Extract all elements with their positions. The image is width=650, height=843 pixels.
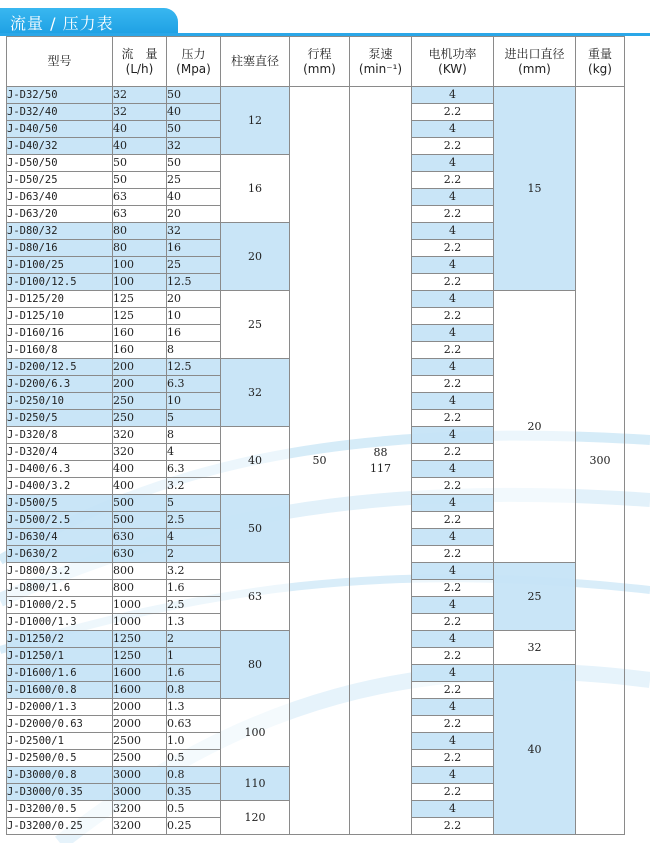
motor-power-cell: 4 [412,665,494,682]
model-cell: J-D2000/0.63 [7,716,113,733]
model-cell: J-D63/20 [7,206,113,223]
model-cell: J-D320/8 [7,427,113,444]
model-cell: J-D125/10 [7,308,113,325]
pressure-cell: 0.8 [167,767,221,784]
pressure-cell: 16 [167,240,221,257]
flow-cell: 400 [113,478,167,495]
flow-cell: 1000 [113,597,167,614]
model-cell: J-D80/16 [7,240,113,257]
motor-power-cell: 2.2 [412,410,494,427]
header-weight: 重量 (kg) [576,37,625,87]
pressure-cell: 10 [167,308,221,325]
flow-cell: 3000 [113,784,167,801]
plunger-diameter-cell: 80 [221,631,290,699]
table-row [7,87,625,104]
flow-cell: 1600 [113,665,167,682]
plunger-diameter-cell: 120 [221,801,290,835]
model-cell: J-D1250/2 [7,631,113,648]
flow-cell: 3000 [113,767,167,784]
pressure-cell: 32 [167,223,221,240]
model-cell: J-D40/32 [7,138,113,155]
header-model: 型号 [7,37,113,87]
flow-cell: 2500 [113,750,167,767]
model-cell: J-D3200/0.25 [7,818,113,835]
pressure-cell: 10 [167,393,221,410]
flow-cell: 1600 [113,682,167,699]
flow-cell: 3200 [113,801,167,818]
pressure-cell: 4 [167,529,221,546]
model-cell: J-D1600/0.8 [7,682,113,699]
motor-power-cell: 4 [412,291,494,308]
flow-cell: 160 [113,342,167,359]
motor-power-cell: 4 [412,325,494,342]
model-cell: J-D3000/0.35 [7,784,113,801]
model-cell: J-D100/25 [7,257,113,274]
pressure-cell: 1.6 [167,580,221,597]
flow-cell: 125 [113,291,167,308]
motor-power-cell: 2.2 [412,274,494,291]
motor-power-cell: 2.2 [412,716,494,733]
flow-cell: 63 [113,189,167,206]
plunger-diameter-cell: 12 [221,87,290,155]
pressure-cell: 1.3 [167,699,221,716]
flow-cell: 200 [113,376,167,393]
motor-power-cell: 2.2 [412,614,494,631]
motor-power-cell: 4 [412,529,494,546]
motor-power-cell: 4 [412,699,494,716]
pressure-cell: 16 [167,325,221,342]
pressure-cell: 5 [167,410,221,427]
pressure-cell: 3.2 [167,563,221,580]
pressure-cell: 0.5 [167,750,221,767]
plunger-diameter-cell: 50 [221,495,290,563]
pressure-cell: 1.0 [167,733,221,750]
pressure-cell: 3.2 [167,478,221,495]
flow-cell: 80 [113,240,167,257]
motor-power-cell: 2.2 [412,648,494,665]
motor-power-cell: 2.2 [412,104,494,121]
motor-power-cell: 4 [412,461,494,478]
pressure-cell: 4 [167,444,221,461]
pressure-cell: 0.35 [167,784,221,801]
flow-cell: 50 [113,155,167,172]
flow-cell: 40 [113,138,167,155]
stroke-cell: 50 [290,87,350,835]
pressure-cell: 1.3 [167,614,221,631]
motor-power-cell: 2.2 [412,342,494,359]
model-cell: J-D2500/1 [7,733,113,750]
model-cell: J-D1000/1.3 [7,614,113,631]
model-cell: J-D160/8 [7,342,113,359]
pressure-cell: 6.3 [167,461,221,478]
pressure-cell: 8 [167,342,221,359]
plunger-diameter-cell: 110 [221,767,290,801]
model-cell: J-D400/3.2 [7,478,113,495]
flow-cell: 320 [113,427,167,444]
flow-cell: 630 [113,529,167,546]
flow-cell: 125 [113,308,167,325]
flow-cell: 63 [113,206,167,223]
flow-cell: 2500 [113,733,167,750]
model-cell: J-D500/5 [7,495,113,512]
model-cell: J-D63/40 [7,189,113,206]
model-cell: J-D320/4 [7,444,113,461]
motor-power-cell: 2.2 [412,682,494,699]
header-pressure: 压力 (Mpa) [167,37,221,87]
model-cell: J-D800/3.2 [7,563,113,580]
pressure-cell: 50 [167,87,221,104]
motor-power-cell: 4 [412,257,494,274]
pressure-cell: 0.25 [167,818,221,835]
flow-cell: 1000 [113,614,167,631]
plunger-diameter-cell: 40 [221,427,290,495]
port-diameter-cell: 20 [494,291,576,563]
motor-power-cell: 2.2 [412,172,494,189]
flow-cell: 40 [113,121,167,138]
pressure-cell: 2.5 [167,512,221,529]
pressure-cell: 8 [167,427,221,444]
header-stroke: 行程 (mm) [290,37,350,87]
motor-power-cell: 2.2 [412,240,494,257]
motor-power-cell: 4 [412,155,494,172]
flow-cell: 50 [113,172,167,189]
model-cell: J-D3200/0.5 [7,801,113,818]
motor-power-cell: 2.2 [412,444,494,461]
pressure-cell: 20 [167,206,221,223]
page-title: 流量 / 压力表 [10,14,114,33]
port-diameter-cell: 40 [494,665,576,835]
motor-power-cell: 4 [412,563,494,580]
pressure-cell: 40 [167,189,221,206]
model-cell: J-D50/50 [7,155,113,172]
motor-power-cell: 4 [412,223,494,240]
model-cell: J-D400/6.3 [7,461,113,478]
model-cell: J-D1000/2.5 [7,597,113,614]
motor-power-cell: 4 [412,495,494,512]
header-pump-speed: 泵速 (min⁻¹) [350,37,412,87]
model-cell: J-D125/20 [7,291,113,308]
motor-power-cell: 4 [412,189,494,206]
flow-cell: 320 [113,444,167,461]
pressure-cell: 2 [167,631,221,648]
model-cell: J-D2500/0.5 [7,750,113,767]
pressure-cell: 25 [167,257,221,274]
motor-power-cell: 2.2 [412,580,494,597]
header-plunger-diameter: 柱塞直径 [221,37,290,87]
flow-cell: 160 [113,325,167,342]
motor-power-cell: 2.2 [412,512,494,529]
port-diameter-cell: 25 [494,563,576,631]
flow-cell: 2000 [113,699,167,716]
motor-power-cell: 2.2 [412,784,494,801]
plunger-diameter-cell: 100 [221,699,290,767]
port-diameter-cell: 15 [494,87,576,291]
flow-cell: 500 [113,512,167,529]
header-flow: 流 量 (L/h) [113,37,167,87]
model-cell: J-D3000/0.8 [7,767,113,784]
motor-power-cell: 2.2 [412,308,494,325]
header-port-diameter: 进出口直径 (mm) [494,37,576,87]
flow-cell: 80 [113,223,167,240]
flow-cell: 200 [113,359,167,376]
pressure-cell: 2 [167,546,221,563]
plunger-diameter-cell: 63 [221,563,290,631]
flow-cell: 3200 [113,818,167,835]
model-cell: J-D630/2 [7,546,113,563]
header-motor-power: 电机功率 (KW) [412,37,494,87]
flow-cell: 500 [113,495,167,512]
plunger-diameter-cell: 32 [221,359,290,427]
motor-power-cell: 4 [412,121,494,138]
motor-power-cell: 4 [412,597,494,614]
pressure-cell: 12.5 [167,359,221,376]
flow-cell: 800 [113,580,167,597]
pressure-cell: 1.6 [167,665,221,682]
model-cell: J-D250/5 [7,410,113,427]
model-cell: J-D1600/1.6 [7,665,113,682]
motor-power-cell: 4 [412,767,494,784]
pressure-cell: 5 [167,495,221,512]
pressure-cell: 40 [167,104,221,121]
model-cell: J-D200/6.3 [7,376,113,393]
plunger-diameter-cell: 16 [221,155,290,223]
model-cell: J-D1250/1 [7,648,113,665]
flow-cell: 2000 [113,716,167,733]
weight-cell: 300 [576,87,625,835]
motor-power-cell: 2.2 [412,818,494,835]
model-cell: J-D50/25 [7,172,113,189]
pump-speed-value: 117 [370,461,391,475]
motor-power-cell: 4 [412,427,494,444]
flow-cell: 100 [113,257,167,274]
motor-power-cell: 2.2 [412,546,494,563]
pressure-cell: 12.5 [167,274,221,291]
flow-cell: 100 [113,274,167,291]
flow-cell: 1250 [113,648,167,665]
motor-power-cell: 2.2 [412,478,494,495]
pump-speed-value: 88 [373,445,388,459]
pressure-cell: 6.3 [167,376,221,393]
motor-power-cell: 2.2 [412,138,494,155]
motor-power-cell: 2.2 [412,750,494,767]
pressure-cell: 20 [167,291,221,308]
model-cell: J-D250/10 [7,393,113,410]
model-cell: J-D32/40 [7,104,113,121]
pressure-cell: 25 [167,172,221,189]
pump-speed-cell [350,87,412,835]
flow-cell: 630 [113,546,167,563]
model-cell: J-D40/50 [7,121,113,138]
flow-cell: 400 [113,461,167,478]
model-cell: J-D32/50 [7,87,113,104]
pressure-cell: 0.63 [167,716,221,733]
model-cell: J-D630/4 [7,529,113,546]
flow-cell: 32 [113,87,167,104]
model-cell: J-D80/32 [7,223,113,240]
model-cell: J-D2000/1.3 [7,699,113,716]
flow-cell: 800 [113,563,167,580]
flow-cell: 250 [113,393,167,410]
flow-cell: 250 [113,410,167,427]
flow-cell: 32 [113,104,167,121]
flow-pressure-table [6,36,625,835]
motor-power-cell: 4 [412,631,494,648]
flow-cell: 1250 [113,631,167,648]
motor-power-cell: 4 [412,733,494,750]
motor-power-cell: 4 [412,393,494,410]
motor-power-cell: 2.2 [412,376,494,393]
pressure-cell: 50 [167,121,221,138]
model-cell: J-D200/12.5 [7,359,113,376]
model-cell: J-D100/12.5 [7,274,113,291]
motor-power-cell: 2.2 [412,206,494,223]
plunger-diameter-cell: 20 [221,223,290,291]
plunger-diameter-cell: 25 [221,291,290,359]
model-cell: J-D160/16 [7,325,113,342]
pressure-cell: 0.5 [167,801,221,818]
model-cell: J-D800/1.6 [7,580,113,597]
header-row [7,37,625,87]
pressure-cell: 50 [167,155,221,172]
model-cell: J-D500/2.5 [7,512,113,529]
motor-power-cell: 4 [412,359,494,376]
pressure-cell: 2.5 [167,597,221,614]
pressure-cell: 0.8 [167,682,221,699]
port-diameter-cell: 32 [494,631,576,665]
pressure-cell: 1 [167,648,221,665]
title-bar [0,8,650,36]
pressure-cell: 32 [167,138,221,155]
motor-power-cell: 4 [412,87,494,104]
motor-power-cell: 4 [412,801,494,818]
